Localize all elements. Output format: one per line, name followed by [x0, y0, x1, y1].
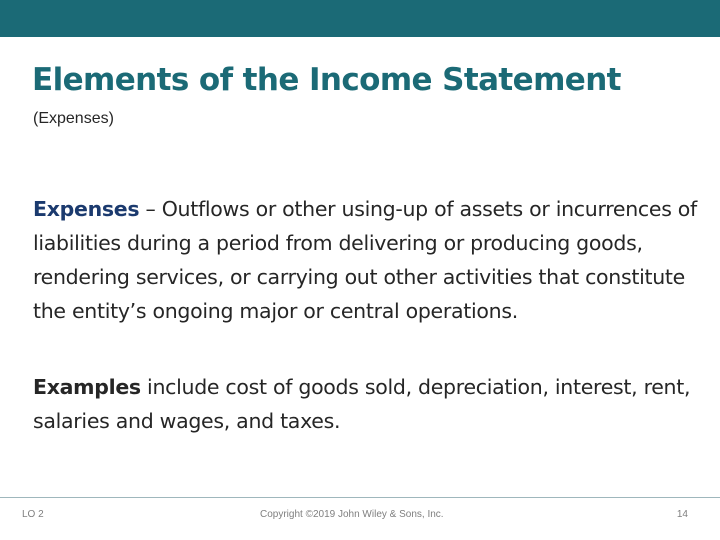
- footer-divider: [0, 497, 720, 498]
- slide-subtitle: (Expenses): [33, 110, 114, 127]
- page-number: 14: [676, 509, 688, 520]
- expenses-definition: [33, 192, 703, 328]
- expenses-text: – Outflows or other using-up of assets or incurrences of liabilities during a period from delivering or producing goods, rendering services, or carrying out other activities that constitute the entity’s ongoing major or central operations.: [33, 197, 697, 323]
- examples-text: include cost of goods sold, depreciation, interest, rent, salaries and wages, and taxes.: [33, 375, 691, 433]
- learning-objective-label: LO 2: [22, 509, 44, 520]
- copyright-notice: Copyright ©2019 John Wiley & Sons, Inc.: [260, 509, 444, 520]
- examples-term: Examples: [33, 375, 141, 399]
- examples-paragraph: [33, 370, 703, 438]
- expenses-term: Expenses: [33, 197, 140, 221]
- top-banner: [0, 0, 720, 37]
- slide-title: Elements of the Income Statement: [32, 62, 621, 98]
